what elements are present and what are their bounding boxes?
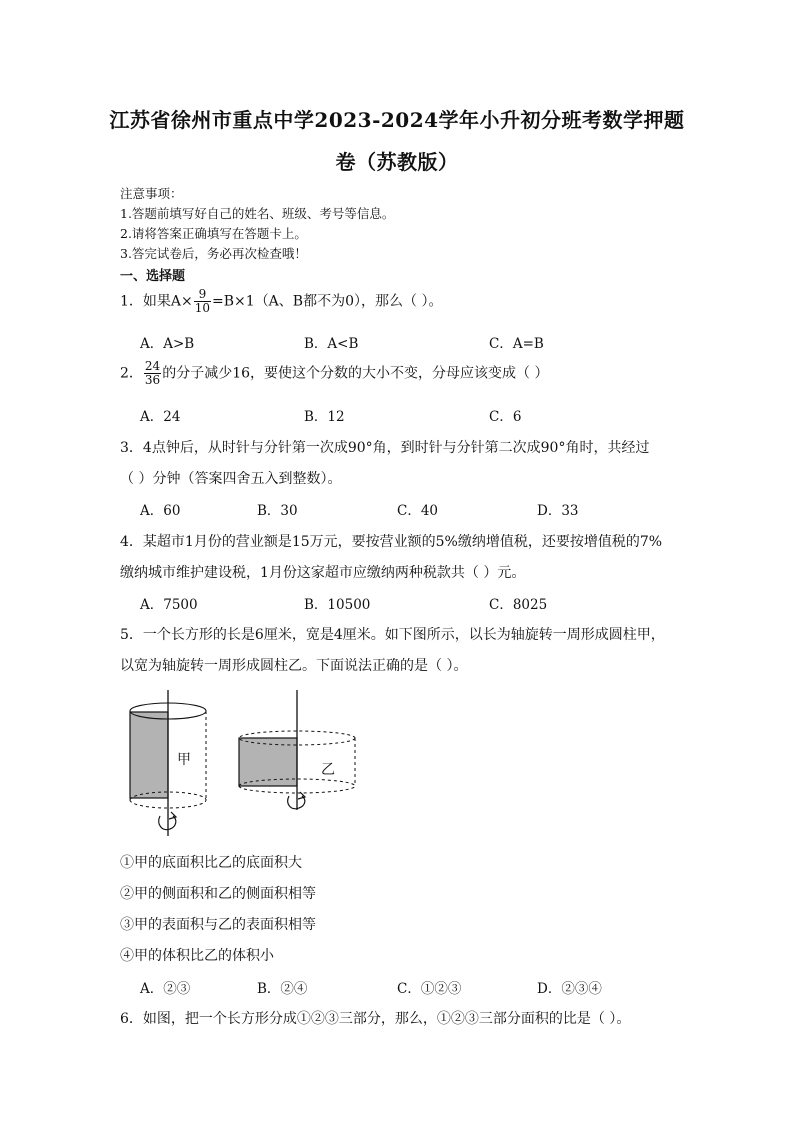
q3-option-c: C．40 bbox=[397, 503, 439, 519]
q1-frac-den: 10 bbox=[194, 301, 211, 315]
q3-option-a: A．60 bbox=[140, 503, 181, 519]
q1-frac-num: 9 bbox=[194, 288, 211, 302]
q2-prefix: 2． bbox=[120, 365, 143, 382]
q2-fraction bbox=[144, 360, 161, 387]
q5-statement-3: ③甲的表面积与乙的表面积相等 bbox=[120, 917, 316, 933]
cylinder-yi-label: 乙 bbox=[321, 762, 335, 778]
q3-option-b: B．30 bbox=[257, 503, 298, 519]
q4-option-a: A．7500 bbox=[140, 597, 198, 613]
q5-statement-4: ④甲的体积比乙的体积小 bbox=[120, 948, 274, 964]
q1-option-a: A．A>B bbox=[140, 336, 195, 352]
q3-option-d: D．33 bbox=[537, 503, 579, 519]
notes-item-2: 2.请将答案正确填写在答题卡上。 bbox=[120, 226, 307, 241]
q1-fraction bbox=[194, 288, 211, 315]
exam-title-line1: 江苏省徐州市重点中学2023-2024学年小升初分班考数学押题 bbox=[109, 108, 685, 132]
q5-option-b: B．②④ bbox=[257, 981, 308, 997]
question-1 bbox=[120, 288, 442, 315]
q4-option-c: C．8025 bbox=[489, 597, 548, 613]
question-4-line1: 4．某超市1月份的营业额是15万元，要按营业额的5%缴纳增值税，还要按增值税的7% bbox=[120, 534, 663, 550]
cylinder-yi bbox=[239, 690, 355, 810]
q4-option-b: B．10500 bbox=[304, 597, 371, 613]
q2-suffix: 的分子减少16，要使这个分数的大小不变，分母应该变成（ ） bbox=[162, 365, 549, 382]
exam-title-line2: 卷（苏教版） bbox=[335, 150, 459, 174]
q2-option-b: B．12 bbox=[304, 409, 345, 425]
question-3-line1: 3．4点钟后，从时针与分针第一次成90°角，到时针与分针第二次成90°角时，共经过 bbox=[120, 440, 650, 456]
question-4-line2: 缴纳城市维护建设税，1月份这家超市应缴纳两种税款共（ ）元。 bbox=[120, 565, 526, 581]
q1-prefix: 1．如果A× bbox=[120, 293, 193, 310]
q5-option-a: A．②③ bbox=[140, 981, 191, 997]
q5-statement-2: ②甲的侧面积和乙的侧面积相等 bbox=[120, 886, 316, 902]
question-6-line1: 6．如图，把一个长方形分成①②③三部分，那么，①②③三部分面积的比是（ ）。 bbox=[120, 1011, 631, 1027]
q5-option-c: C．①②③ bbox=[397, 981, 462, 997]
q5-statement-1: ①甲的底面积比乙的底面积大 bbox=[120, 855, 302, 871]
cylinder-figure bbox=[118, 688, 368, 838]
q2-frac-den: 36 bbox=[144, 373, 161, 387]
q1-suffix: =B×1（A、B都不为0），那么（ ）。 bbox=[212, 293, 443, 310]
question-2 bbox=[120, 360, 548, 387]
question-5-line1: 5．一个长方形的长是6厘米，宽是4厘米。如下图所示，以长为轴旋转一周形成圆柱甲， bbox=[120, 627, 665, 643]
question-3-line2: （ ）分钟（答案四舍五入到整数）。 bbox=[120, 471, 342, 487]
notes-item-1: 1.答题前填写好自己的姓名、班级、考号等信息。 bbox=[120, 206, 395, 221]
q2-option-c: C．6 bbox=[489, 409, 522, 425]
cylinder-jia-label: 甲 bbox=[177, 752, 191, 768]
q1-option-c: C．A=B bbox=[489, 336, 544, 352]
q1-option-b: B．A<B bbox=[304, 336, 359, 352]
notes-heading: 注意事项： bbox=[120, 186, 183, 201]
section-heading: 一、选择题 bbox=[120, 269, 186, 284]
q2-frac-num: 24 bbox=[144, 359, 161, 373]
q2-option-a: A．24 bbox=[140, 409, 181, 425]
notes-item-3: 3.答完试卷后，务必再次检查哦！ bbox=[120, 246, 307, 261]
q5-option-d: D．②③④ bbox=[537, 981, 602, 997]
cylinder-jia bbox=[130, 690, 206, 836]
cylinder-jia-rectangle bbox=[130, 712, 168, 798]
question-5-line2: 以宽为轴旋转一周形成圆柱乙。下面说法正确的是（ ）。 bbox=[120, 658, 468, 674]
